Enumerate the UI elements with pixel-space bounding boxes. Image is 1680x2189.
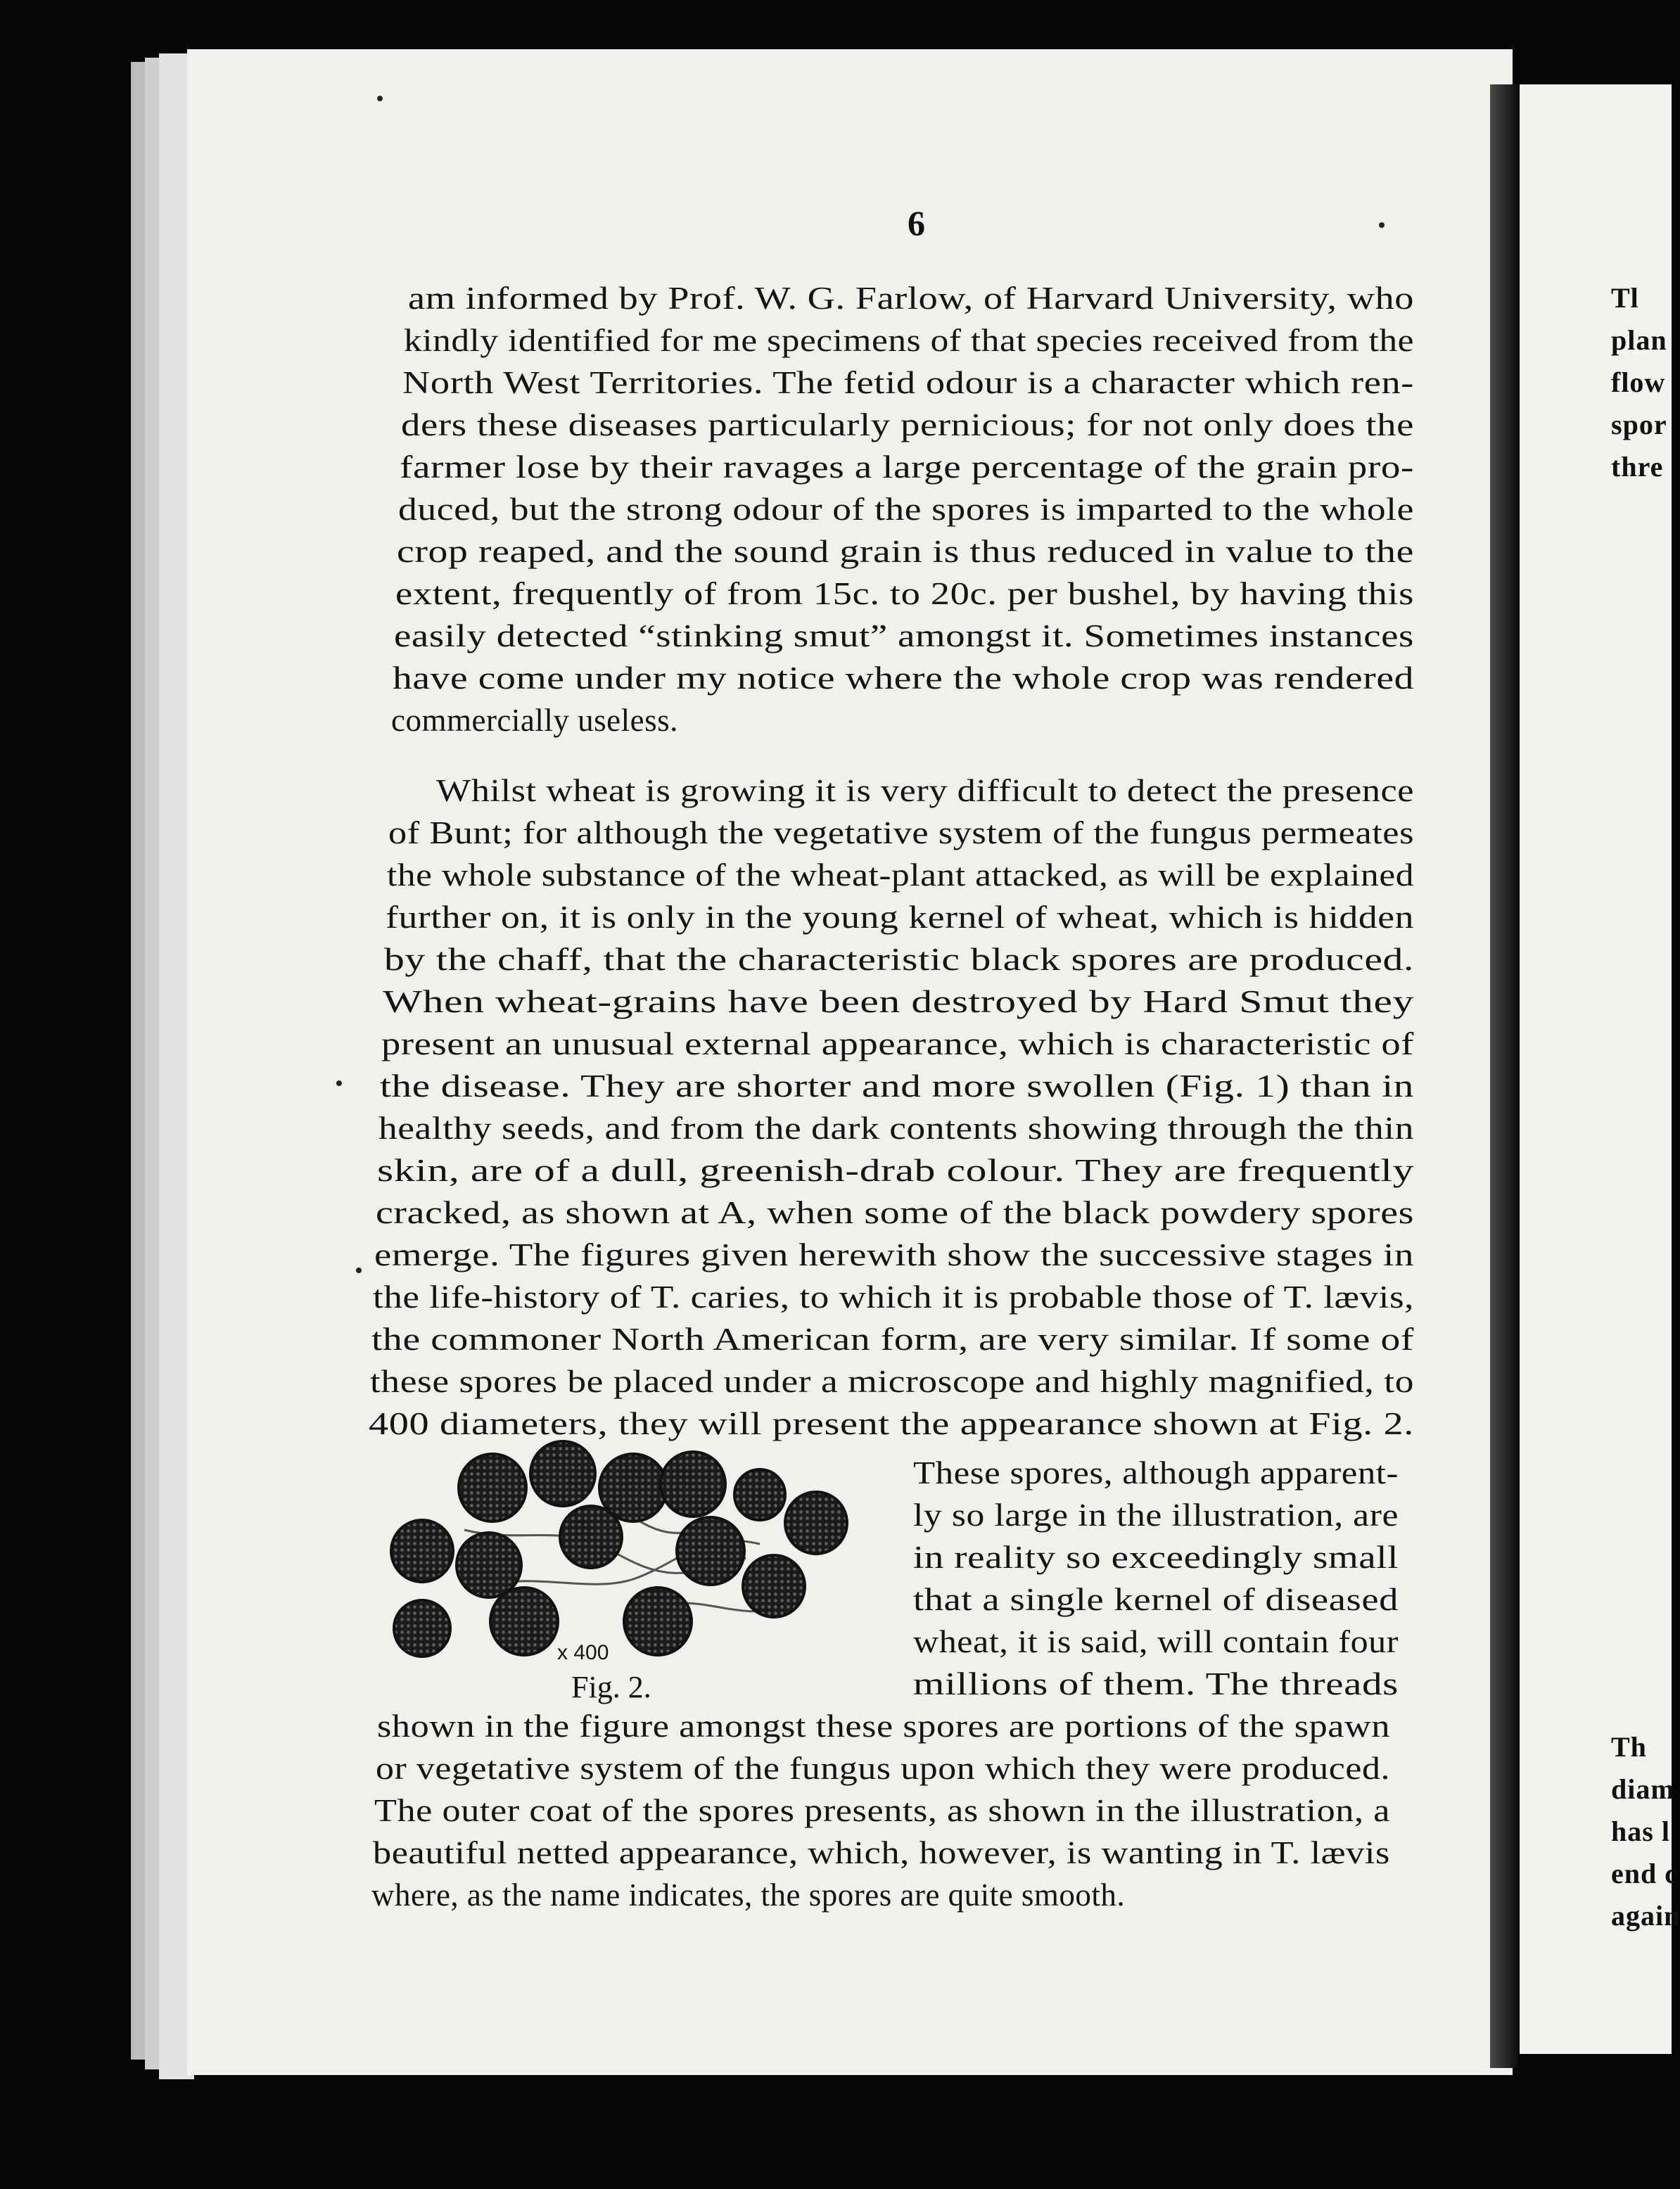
spore bbox=[457, 1533, 521, 1597]
spore bbox=[530, 1441, 595, 1506]
facing-page-fragment: Tl bbox=[1611, 282, 1639, 314]
gutter-shadow bbox=[1490, 84, 1518, 2068]
spore bbox=[394, 1600, 450, 1657]
facing-page-fragment: again bbox=[1611, 1900, 1680, 1932]
text-line: these spores be placed under a microscope and highly magnified, to bbox=[370, 1364, 1414, 1399]
facing-page-fragment: flow bbox=[1611, 366, 1666, 398]
facing-page-fragment: has l bbox=[1611, 1815, 1670, 1847]
spore bbox=[599, 1454, 667, 1521]
text-line: healthy seeds, and from the dark contents showing through the thin bbox=[378, 1111, 1414, 1146]
text-line: crop reaped, and the sound grain is thus reduced in value to the bbox=[397, 534, 1414, 569]
text-line: Whilst wheat is growing it is very difficult to detect the presence bbox=[436, 773, 1414, 808]
figure-spores bbox=[380, 1445, 886, 1704]
spore bbox=[734, 1469, 785, 1520]
facing-page-fragment: plan bbox=[1611, 324, 1667, 356]
text-line: of Bunt; for although the vegetative system of the fungus permeates bbox=[388, 815, 1414, 850]
spore bbox=[661, 1452, 725, 1517]
spore bbox=[743, 1555, 805, 1617]
spore bbox=[391, 1520, 453, 1582]
text-line: have come under my notice where the whole crop was rendered bbox=[393, 660, 1414, 696]
text-line: the commoner North American form, are very similar. If some of bbox=[371, 1322, 1414, 1357]
magnification-label: x 400 bbox=[557, 1641, 609, 1664]
text-line: am informed by Prof. W. G. Farlow, of Harvard University, who bbox=[408, 281, 1414, 316]
facing-page-fragment: thre bbox=[1611, 451, 1664, 483]
facing-page-fragment: spor bbox=[1611, 409, 1667, 440]
text-line: the disease. They are shorter and more swollen (Fig. 1) than in bbox=[380, 1068, 1414, 1104]
spore bbox=[785, 1492, 847, 1554]
text-line: in reality so exceedingly small bbox=[913, 1540, 1399, 1575]
text-line: extent, frequently of from 15c. to 20c. per bushel, by having this bbox=[395, 576, 1414, 611]
text-line: kindly identified for me specimens of that species received from the bbox=[404, 323, 1414, 358]
text-line: The outer coat of the spores presents, as shown in the illustration, a bbox=[374, 1793, 1390, 1828]
speck bbox=[1379, 222, 1385, 228]
spore bbox=[459, 1454, 526, 1521]
speck bbox=[336, 1080, 342, 1086]
text-line: wheat, it is said, will contain four bbox=[913, 1624, 1399, 1659]
text-line: or vegetative system of the fungus upon which they were produced. bbox=[376, 1751, 1390, 1786]
text-line: where, as the name indicates, the spores are quite smooth. bbox=[371, 1877, 1126, 1913]
spore bbox=[490, 1588, 558, 1655]
speck bbox=[377, 96, 383, 101]
text-line: further on, it is only in the young kernel of wheat, which is hidden bbox=[386, 900, 1415, 935]
text-line: shown in the figure amongst these spores are portions of the spawn bbox=[377, 1709, 1390, 1744]
text-line: 400 diameters, they will present the appearance shown at Fig. 2. bbox=[369, 1406, 1414, 1441]
text-line: millions of them. The threads bbox=[913, 1666, 1399, 1702]
text-line: the whole substance of the wheat-plant attacked, as will be explained bbox=[387, 857, 1414, 893]
spores-illustration bbox=[380, 1445, 886, 1657]
text-line: duced, but the strong odour of the spores is imparted to the whole bbox=[398, 492, 1415, 527]
speck bbox=[356, 1268, 362, 1273]
text-line: emerge. The figures given herewith show the successive stages in bbox=[374, 1237, 1414, 1272]
text-line: farmer lose by their ravages a large percentage of the grain pro- bbox=[400, 449, 1414, 485]
text-line: present an unusual external appearance, which is characteristic of bbox=[381, 1026, 1414, 1061]
text-line: North West Territories. The fetid odour is a character which ren- bbox=[402, 365, 1414, 400]
text-line: cracked, as shown at A, when some of the black powdery spores bbox=[376, 1195, 1414, 1230]
facing-page-fragment: diam bbox=[1611, 1773, 1675, 1805]
page-number: 6 bbox=[908, 203, 925, 243]
text-line: that a single kernel of diseased bbox=[913, 1582, 1399, 1617]
spore bbox=[624, 1588, 692, 1655]
text-line: the life-history of T. caries, to which it is probable those of T. lævis, bbox=[373, 1279, 1414, 1315]
text-line: easily detected “stinking smut” amongst it. Sometimes instances bbox=[394, 618, 1414, 653]
figure-caption: Fig. 2. bbox=[571, 1670, 651, 1704]
facing-page-fragment: Th bbox=[1611, 1731, 1647, 1763]
text-line: When wheat-grains have been destroyed by Hard Smut they bbox=[383, 984, 1414, 1019]
facing-page-fragment: end c bbox=[1611, 1858, 1678, 1889]
text-line: ly so large in the illustration, are bbox=[913, 1498, 1399, 1533]
text-line: ders these diseases particularly pernicious; for not only does the bbox=[401, 407, 1414, 442]
text-line: beautiful netted appearance, which, however, is wanting in T. lævis bbox=[373, 1835, 1390, 1870]
text-line: These spores, although apparent- bbox=[913, 1455, 1399, 1491]
text-line: commercially useless. bbox=[391, 703, 678, 738]
text-line: skin, are of a dull, greenish-drab colour. They are frequently bbox=[377, 1153, 1414, 1188]
text-line: by the chaff, that the characteristic black spores are produced. bbox=[384, 942, 1414, 977]
spore bbox=[677, 1517, 744, 1585]
